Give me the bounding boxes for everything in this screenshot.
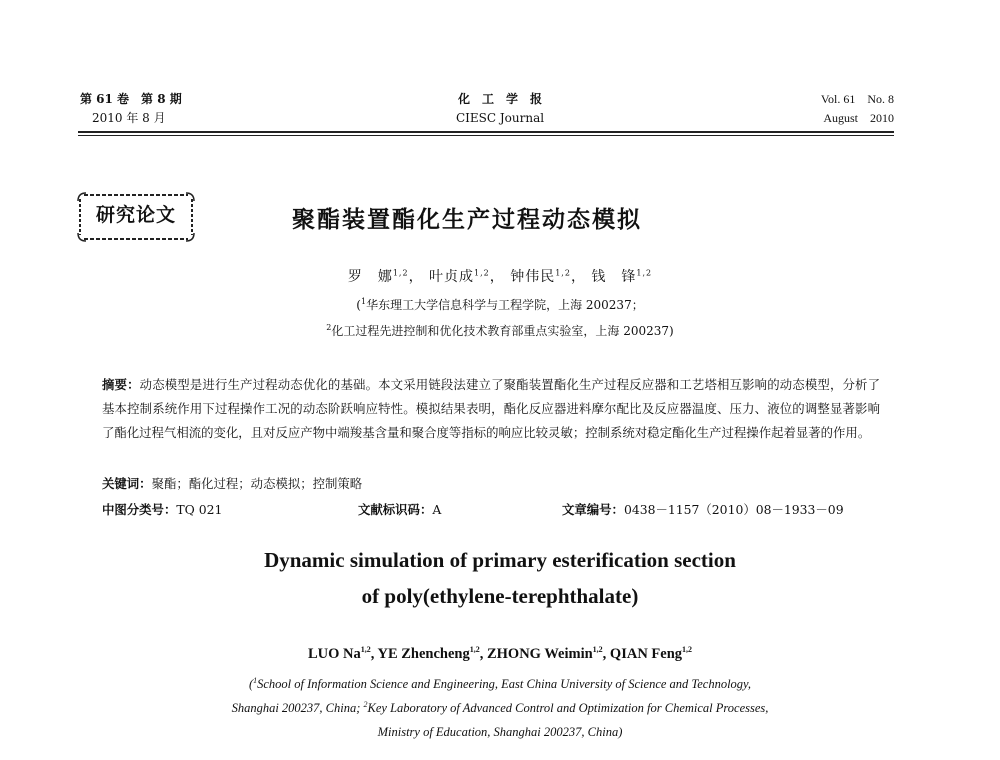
affiliation-mark: 2 [326, 323, 332, 332]
author-cn: 钟伟民 [510, 269, 556, 285]
volume-issue: 第 61 卷 第 8 期 [80, 92, 182, 106]
affiliation-text: School of Information Science and Engineering, East China University of Science and Technology, [257, 677, 752, 691]
author-aff-mark: 1,2 [474, 268, 490, 278]
article-number [562, 500, 844, 518]
document-code [358, 500, 441, 518]
authors-cn: 罗 娜$^{1,2}$， 叶贞成$^{1,2}$， 钟伟民$^{1,2}$， 钱 锋$^{1,2}$ [347, 268, 653, 285]
doc-label: 文献标识码： [358, 502, 433, 517]
author-cn: 罗 娜 [347, 269, 393, 285]
title-cn: 聚酯装置酯化生产过程动态模拟 [292, 207, 642, 233]
abstract-label: 摘要： [102, 377, 140, 392]
keywords-label: 关键词： [102, 476, 152, 491]
keywords [102, 474, 362, 492]
author-cn: 钱 锋 [591, 269, 637, 285]
affiliation-en-2 [0, 701, 1000, 716]
abstract [102, 373, 880, 445]
header-rule-thick [78, 131, 894, 133]
author-aff-mark: 1,2 [592, 645, 603, 655]
affiliation-cn-2 [0, 322, 1000, 339]
journal-name-cn: 化工学报 [457, 92, 554, 106]
author-en: QIAN Feng [609, 646, 683, 662]
abstract-text: 动态模型是进行生产过程动态优化的基础。本文采用链段法建立了聚酯装置酯化生产过程反应器和工艺塔相互影响的动态模型，分析了基本控制系统作用下过程操作工况的动态阶跃响应特性。模拟结果表明，酯化反应器进料摩尔配比及反应器温度、压力、液位的调整显著影响了酯化过程气相流的变化，且对反应产物中端羧基含量和聚合度等指标的响应比较灵敏；控制系统对稳定酯化生产过程操作起着显著的作用。 [102, 377, 881, 440]
author-aff-mark: 1,2 [636, 268, 653, 278]
affiliation-en-3: Ministry of Education, Shanghai 200237, China) [377, 725, 623, 739]
author-en: LUO Na [307, 646, 361, 662]
clc-label: 中图分类号： [102, 502, 177, 517]
affiliation-mark: 1 [253, 675, 258, 685]
author-cn: 叶贞成 [429, 269, 475, 285]
affiliation-text: Key Laboratory of Advanced Control and Optimization for Chemical Processes, [367, 701, 769, 715]
header-rule-thin [78, 135, 894, 136]
title-en-line-2: of poly(ethylene-terephthalate) [361, 584, 639, 608]
affiliation-mark: 2 [363, 699, 368, 709]
author-en: YE Zhencheng [377, 646, 470, 662]
affiliation-mark: 1 [360, 297, 367, 306]
affiliation-text: Shanghai 200237, China; [231, 701, 361, 715]
affiliation-text: 华东理工大学信息科学与工程学院，上海 200237； [366, 298, 644, 312]
header-right [821, 90, 894, 128]
publication-date-cn: 2010 年 8 月 [92, 111, 166, 125]
clc-value: TQ 021 [176, 502, 223, 517]
keywords-text: 聚酯；酯化过程；动态模拟；控制策略 [151, 476, 363, 491]
article-value: 0438－1157（2010）08－1933－09 [623, 502, 844, 517]
journal-name-en: CIESC Journal [455, 111, 545, 125]
author-aff-mark: 1,2 [392, 268, 409, 278]
affiliation-text: 化工过程先进控制和优化技术教育部重点实验室，上海 200237) [331, 324, 674, 338]
category-label: 研究论文 [95, 204, 176, 226]
volume-number-en: Vol. 61 No. 8 [820, 92, 894, 106]
author-aff-mark: 1,2 [360, 645, 371, 655]
publication-date-en: August 2010 [823, 111, 894, 125]
clc-code [102, 500, 222, 518]
affiliation-cn-1: ($^1$华东理工大学信息科学与工程学院，上海 200237； [356, 297, 644, 312]
author-aff-mark: 1,2 [469, 645, 480, 655]
author-aff-mark: 1,2 [682, 645, 693, 655]
article-label: 文章编号： [562, 502, 624, 517]
authors-en: LUO Na$^{1,2}$, YE Zhencheng$^{1,2}$, ZHONG Weimin$^{1,2}$, QIAN Feng$^{1,2}$ [307, 645, 693, 662]
doc-value: A [432, 502, 442, 517]
author-aff-mark: 1,2 [555, 268, 571, 278]
author-en: ZHONG Weimin [486, 646, 593, 662]
title-en-line-1: Dynamic simulation of primary esterification section [264, 548, 736, 572]
affiliation-en-1: ($^1$School of Information Science and Engineering, East China University of Science and Technology, [248, 675, 752, 691]
category-badge [76, 191, 196, 243]
